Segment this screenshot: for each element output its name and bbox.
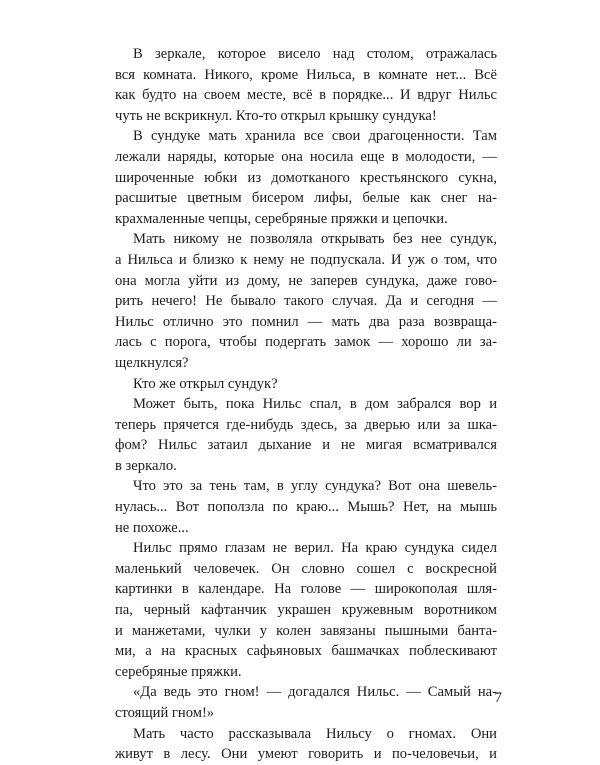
text-line: стоящий гном!»: [115, 705, 215, 721]
text-line: В сундуке мать хранила все свои драгоценности. Там: [133, 128, 497, 145]
text-line: лась с порога, чтобы подергать замок — хорошо ли за-: [115, 334, 497, 351]
paragraph: [115, 126, 497, 229]
paragraph: [115, 476, 497, 538]
text-line: не похоже...: [115, 519, 189, 536]
text-line: в зеркало.: [115, 457, 177, 474]
text-line: как будто на своем месте, всё в порядке... И вдруг Нильс: [115, 87, 497, 104]
text-line: Может быть, пока Нильс спал, в дом забрался вор и: [133, 396, 497, 413]
paragraph: [115, 374, 497, 395]
paragraph: [115, 538, 497, 682]
page-number: 7: [494, 690, 502, 706]
page-text: [115, 44, 497, 765]
text-line: вся комната. Никого, кроме Нильса, в комнате нет... Всё: [115, 66, 497, 83]
text-line: и манжетами, чулки у колен завязаны пышными банта-: [115, 622, 497, 639]
text-line: чуть не вскрикнул. Кто-то открыл крышку сундука!: [115, 107, 437, 124]
paragraph: [115, 44, 497, 126]
text-line: нулась... Вот поползла по краю... Мышь? Нет, на мышь: [115, 499, 497, 516]
text-line: живут в лесу. Они умеют говорить и по-человечьи, и: [115, 746, 497, 763]
text-line: щелкнулся?: [115, 354, 189, 371]
paragraph: [115, 724, 497, 765]
text-line: серебряные пряжки.: [115, 663, 242, 680]
text-line: широченные юбки из домотканого крестьянского сукна,: [115, 169, 497, 186]
text-line: В зеркале, которое висело над столом, отражалась: [133, 46, 497, 62]
text-line: «Да ведь это гном! — догадался Нильс. — Самый на-: [133, 684, 497, 701]
text-line: Нильс отлично это помнил — мать два раза возвраща-: [115, 313, 497, 330]
text-line: фом? Нильс затаил дыхание и не мигая всматривался: [115, 437, 497, 454]
text-line: Кто же открыл сундук?: [133, 375, 278, 392]
text-line: картинки в календаре. На голове — широкополая шля-: [115, 581, 497, 598]
text-line: рить нечего! Не бывало такого случая. Да и сегодня —: [115, 293, 497, 310]
text-line: а Нильса и близко к нему не подпускала. И уж о том, что: [115, 251, 497, 268]
paragraph: [115, 682, 497, 723]
text-line: она могла уйти из дому, не заперев сундука, даже гово-: [115, 272, 497, 289]
text-line: Что это за тень там, в углу сундука? Вот она шевель-: [133, 478, 497, 495]
text-line: Мать часто рассказывала Нильсу о гномах. Они: [133, 725, 497, 742]
text-line: расшитые цветным бисером лифы, белые как снег на-: [115, 190, 497, 207]
text-line: Мать никому не позволяла открывать без нее сундук,: [133, 231, 497, 248]
text-line: маленький человечек. Он словно сошел с воскресной: [115, 560, 497, 577]
text-line: па, черный кафтанчик украшен кружевным воротником: [115, 602, 497, 619]
paragraph: [115, 394, 497, 476]
text-line: Нильс прямо глазам не верил. На краю сундука сидел: [133, 540, 497, 557]
text-line: крахмаленные чепцы, серебряные пряжки и цепочки.: [115, 210, 448, 227]
text-line: ми, а на красных сафьяновых башмачках поблескивают: [115, 643, 497, 660]
text-line: теперь прячется где-нибудь здесь, за дверью или за шка-: [115, 416, 497, 433]
text-line: лежали наряды, которые она носила еще в молодости, —: [115, 148, 497, 165]
paragraph: [115, 229, 497, 373]
